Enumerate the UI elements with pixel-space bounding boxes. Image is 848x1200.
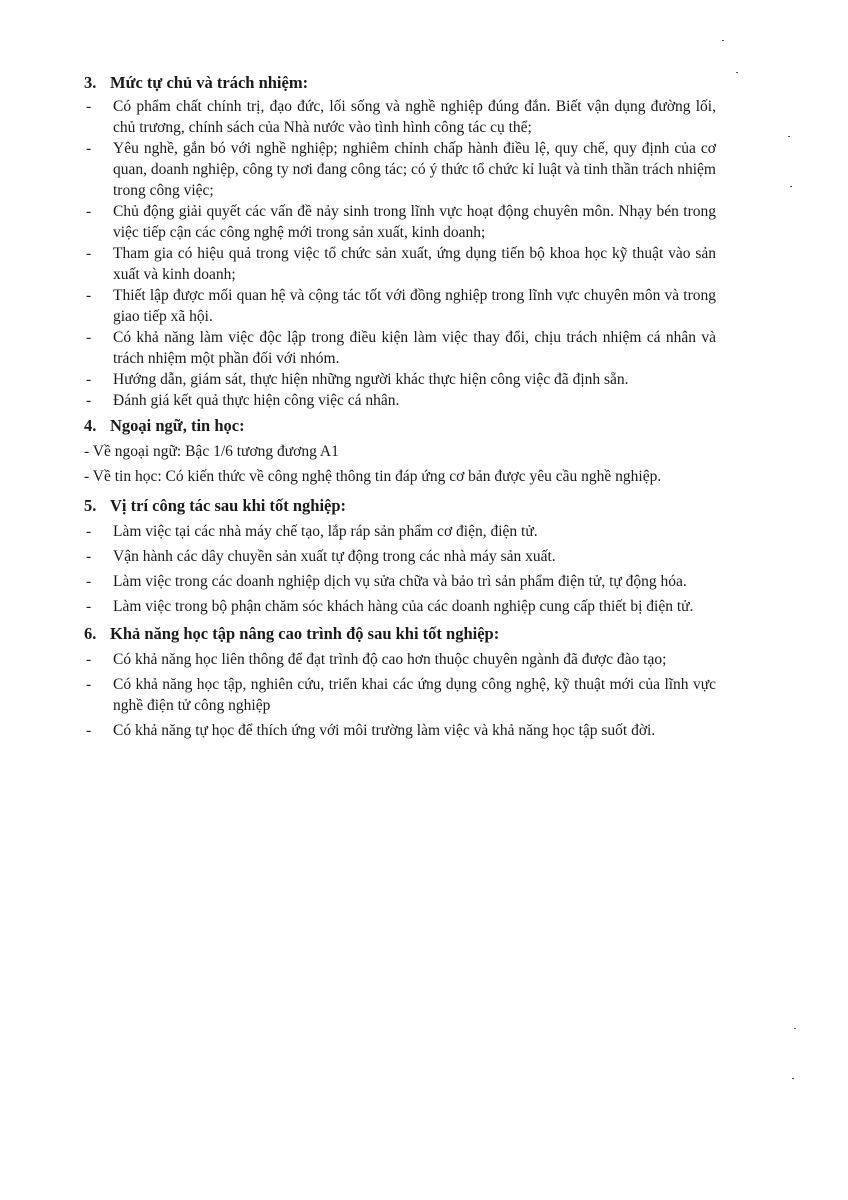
- list-item-text: Hướng dẫn, giám sát, thực hiện những người khác thực hiện công việc đã định sẵn.: [113, 371, 629, 388]
- list-item: [84, 243, 716, 285]
- section-heading: [84, 72, 716, 94]
- bullet: -: [86, 245, 92, 262]
- section-number: 4.: [84, 416, 97, 435]
- bullet: -: [86, 371, 92, 388]
- list-item-text: Có khả năng học liên thông để đạt trình độ cao hơn thuộc chuyên ngành đã được đào tạo;: [113, 651, 667, 668]
- section-number: 3.: [84, 73, 97, 92]
- list-item: [84, 327, 716, 369]
- section-title: Ngoại ngữ, tin học:: [110, 416, 245, 435]
- list-item: [84, 674, 716, 716]
- bullet: -: [86, 722, 92, 739]
- list-item-text: Chủ động giải quyết các vấn đề nảy sinh trong lĩnh vực hoạt động chuyên môn. Nhạy bén trong việc tiếp cận các công nghệ mới trong sản xuất, kinh doanh;: [113, 203, 716, 241]
- section-heading: [84, 623, 716, 645]
- paragraph: - Về tin học: Có kiến thức về công nghệ thông tin đáp ứng cơ bản được yêu cầu nghề nghiệp.: [84, 468, 662, 485]
- section-title: Khả năng học tập nâng cao trình độ sau khi tốt nghiệp:: [110, 624, 500, 643]
- list-item: [84, 390, 716, 411]
- paragraph: - Về ngoại ngữ: Bậc 1/6 tương đương A1: [84, 443, 339, 460]
- bullet: -: [86, 140, 92, 157]
- list-item-text: Có phẩm chất chính trị, đạo đức, lối sống và nghề nghiệp đúng đắn. Biết vận dụng đường lối, chủ trương, chính sách của Nhà nước vào tình hình công tác cụ thể;: [113, 98, 716, 136]
- section-title: Vị trí công tác sau khi tốt nghiệp:: [110, 496, 347, 515]
- scan-speck: [788, 136, 790, 137]
- bullet: -: [86, 329, 92, 346]
- section-heading: [84, 415, 716, 437]
- list-item: [84, 571, 716, 592]
- bullet: -: [86, 548, 92, 565]
- list-item: [84, 138, 716, 201]
- scan-speck: [722, 40, 724, 41]
- list-item-text: Có khả năng làm việc độc lập trong điều kiện làm việc thay đổi, chịu trách nhiệm cá nhân và trách nhiệm một phần đối với nhóm.: [113, 329, 716, 367]
- bullet: -: [86, 651, 92, 668]
- section-number: 6.: [84, 624, 97, 643]
- scan-speck: [736, 72, 738, 73]
- list-item-text: Làm việc trong bộ phận chăm sóc khách hàng của các doanh nghiệp cung cấp thiết bị điện tử.: [113, 598, 694, 615]
- list-item-text: Làm việc tại các nhà máy chế tạo, lắp ráp sản phẩm cơ điện, điện tử.: [113, 523, 538, 540]
- bullet: -: [86, 573, 92, 590]
- document-body: [84, 68, 716, 741]
- scan-speck: [792, 1078, 794, 1079]
- list-item-text: Làm việc trong các doanh nghiệp dịch vụ sửa chữa và bảo trì sản phẩm điện tử, tự động hóa.: [113, 573, 687, 590]
- bullet: -: [86, 203, 92, 220]
- list-item-text: Có khả năng tự học để thích ứng với môi trường làm việc và khả năng học tập suốt đời.: [113, 722, 656, 739]
- list-item: [84, 96, 716, 138]
- list-item-text: Tham gia có hiệu quả trong việc tổ chức sản xuất, ứng dụng tiến bộ khoa học kỹ thuật vào sản xuất và kinh doanh;: [113, 245, 716, 283]
- scan-speck: [790, 186, 792, 187]
- scan-speck: [794, 1028, 796, 1029]
- list-item-text: Có khả năng học tập, nghiên cứu, triển khai các ứng dụng công nghệ, kỹ thuật mới của lĩnh vực nghề điện tử công nghiệp: [113, 676, 716, 714]
- list-item-text: Đánh giá kết quả thực hiện công việc cá nhân.: [113, 392, 400, 409]
- list-item: [84, 546, 716, 567]
- list-item: [84, 369, 716, 390]
- bullet: -: [86, 598, 92, 615]
- list-item: [84, 201, 716, 243]
- list-item: [84, 720, 716, 741]
- bullet: -: [86, 98, 92, 115]
- bullet: -: [86, 676, 92, 693]
- list-item: [84, 521, 716, 542]
- list-item-text: Yêu nghề, gắn bó với nghề nghiệp; nghiêm chỉnh chấp hành điều lệ, quy chế, quy định của cơ quan, doanh nghiệp, công ty nơi đang công tác; có ý thức tổ chức kỉ luật và tinh thần trách nhiệm trong công việc;: [113, 140, 716, 199]
- list-item: [84, 649, 716, 670]
- list-item: [84, 596, 716, 617]
- section-number: 5.: [84, 496, 97, 515]
- bullet: -: [86, 287, 92, 304]
- list-item: [84, 285, 716, 327]
- list-item-text: Thiết lập được mối quan hệ và cộng tác tốt với đồng nghiệp trong lĩnh vực chuyên môn và trong giao tiếp xã hội.: [113, 287, 716, 325]
- section-heading: [84, 495, 716, 517]
- bullet: -: [86, 392, 92, 409]
- section-title: Mức tự chủ và trách nhiệm:: [110, 73, 309, 92]
- list-item-text: Vận hành các dây chuyền sản xuất tự động trong các nhà máy sản xuất.: [113, 548, 556, 565]
- bullet: -: [86, 523, 92, 540]
